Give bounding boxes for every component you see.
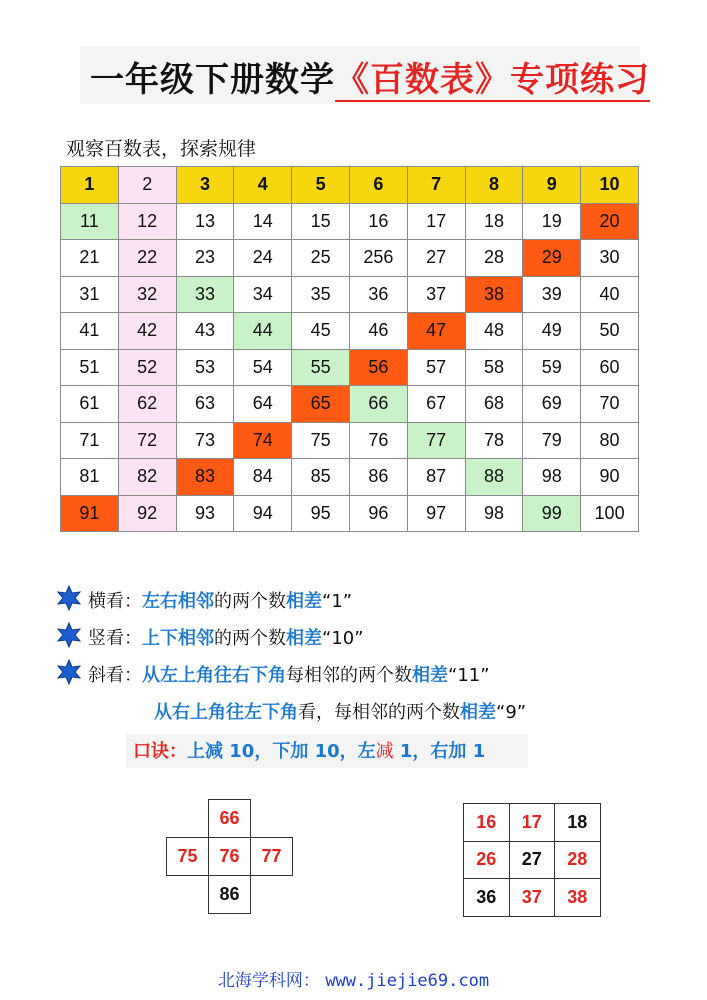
grid-cell: 47 <box>407 313 465 350</box>
grid-cell: 12 <box>118 203 176 240</box>
grid-cell: 38 <box>465 276 523 313</box>
grid-cell: 44 <box>234 313 292 350</box>
rule-highlight: 相差 <box>412 665 448 686</box>
square-cell: 38 <box>555 879 601 917</box>
mnemonic-text: 减 <box>375 741 394 762</box>
grid-cell: 6 <box>349 167 407 204</box>
rule-label: 竖看： <box>88 628 142 649</box>
rule-horizontal <box>88 587 352 613</box>
grid-cell: 58 <box>465 349 523 386</box>
rule-highlight: 相差 <box>286 628 322 649</box>
grid-cell: 87 <box>407 459 465 496</box>
grid-cell: 60 <box>581 349 639 386</box>
grid-cell: 95 <box>292 495 350 532</box>
grid-cell: 98 <box>523 459 581 496</box>
grid-cell: 25 <box>292 240 350 277</box>
hundred-chart <box>60 166 639 532</box>
grid-cell: 76 <box>349 422 407 459</box>
grid-cell: 7 <box>407 167 465 204</box>
title-main: 一年级下册数学 <box>90 60 335 100</box>
grid-cell: 11 <box>61 203 119 240</box>
grid-row <box>61 276 639 313</box>
grid-cell: 99 <box>523 495 581 532</box>
intro-text: 观察百数表，探索规律 <box>66 138 257 160</box>
grid-cell: 8 <box>465 167 523 204</box>
rule-highlight: 相差 <box>286 591 322 612</box>
grid-cell: 81 <box>61 459 119 496</box>
square-cell: 37 <box>509 879 555 917</box>
grid-cell: 1 <box>61 167 119 204</box>
grid-cell: 66 <box>349 386 407 423</box>
grid-cell: 27 <box>407 240 465 277</box>
grid-cell: 2 <box>118 167 176 204</box>
grid-cell: 40 <box>581 276 639 313</box>
grid-cell: 19 <box>523 203 581 240</box>
rule-highlight: 从左上角往右下角 <box>142 665 286 686</box>
footer-url[interactable]: www.jiejie69.com <box>325 971 490 991</box>
grid-cell: 24 <box>234 240 292 277</box>
grid-cell: 71 <box>61 422 119 459</box>
grid-cell: 61 <box>61 386 119 423</box>
grid-cell: 42 <box>118 313 176 350</box>
grid-cell: 53 <box>176 349 234 386</box>
grid-cell: 52 <box>118 349 176 386</box>
rule-diagonal-2 <box>154 698 526 724</box>
footer-site: 北海学科网： <box>217 971 320 991</box>
grid-cell: 16 <box>349 203 407 240</box>
grid-cell: 98 <box>465 495 523 532</box>
grid-cell: 10 <box>581 167 639 204</box>
grid-cell: 91 <box>61 495 119 532</box>
grid-row <box>61 349 639 386</box>
grid-cell: 56 <box>349 349 407 386</box>
rule-value: “10” <box>322 628 364 649</box>
grid-cell: 18 <box>465 203 523 240</box>
grid-cell: 33 <box>176 276 234 313</box>
star-icon <box>56 622 82 648</box>
grid-cell: 97 <box>407 495 465 532</box>
grid-cell: 70 <box>581 386 639 423</box>
square-puzzle <box>463 803 601 917</box>
grid-row <box>61 422 639 459</box>
rule-vertical <box>88 624 364 650</box>
grid-cell: 100 <box>581 495 639 532</box>
mnemonic-text: 1，右加 1 <box>393 741 486 762</box>
square-cell: 28 <box>555 841 601 879</box>
grid-cell: 29 <box>523 240 581 277</box>
grid-cell: 73 <box>176 422 234 459</box>
grid-cell: 32 <box>118 276 176 313</box>
grid-cell: 79 <box>523 422 581 459</box>
grid-cell: 88 <box>465 459 523 496</box>
grid-cell: 65 <box>292 386 350 423</box>
square-cell: 27 <box>509 841 555 879</box>
grid-cell: 30 <box>581 240 639 277</box>
grid-cell: 17 <box>407 203 465 240</box>
rule-label: 横看： <box>88 591 142 612</box>
grid-cell: 78 <box>465 422 523 459</box>
star-icon <box>56 659 82 685</box>
grid-cell: 14 <box>234 203 292 240</box>
grid-cell: 37 <box>407 276 465 313</box>
grid-cell: 39 <box>523 276 581 313</box>
grid-row <box>61 167 639 204</box>
grid-cell: 93 <box>176 495 234 532</box>
grid-cell: 77 <box>407 422 465 459</box>
grid-cell: 48 <box>465 313 523 350</box>
grid-cell: 3 <box>176 167 234 204</box>
cross-cell-bottom: 86 <box>209 876 251 914</box>
rule-value: “11” <box>448 665 490 686</box>
grid-cell: 74 <box>234 422 292 459</box>
rule-value: “9” <box>496 702 527 723</box>
grid-cell: 86 <box>349 459 407 496</box>
grid-cell: 35 <box>292 276 350 313</box>
rule-text: 的两个数 <box>214 628 286 649</box>
grid-cell: 57 <box>407 349 465 386</box>
rule-highlight: 左右相邻 <box>142 591 214 612</box>
grid-cell: 5 <box>292 167 350 204</box>
grid-cell: 92 <box>118 495 176 532</box>
grid-cell: 69 <box>523 386 581 423</box>
grid-cell: 54 <box>234 349 292 386</box>
grid-row <box>61 203 639 240</box>
grid-row <box>61 459 639 496</box>
square-cell: 26 <box>464 841 510 879</box>
grid-cell: 85 <box>292 459 350 496</box>
grid-cell: 68 <box>465 386 523 423</box>
grid-cell: 51 <box>61 349 119 386</box>
grid-cell: 34 <box>234 276 292 313</box>
rule-label: 斜看： <box>88 665 142 686</box>
grid-cell: 46 <box>349 313 407 350</box>
grid-cell: 90 <box>581 459 639 496</box>
grid-cell: 50 <box>581 313 639 350</box>
cross-puzzle <box>166 799 293 914</box>
rule-text: 看，每相邻的两个数 <box>298 702 460 723</box>
page-title <box>90 52 650 101</box>
grid-cell: 22 <box>118 240 176 277</box>
cross-cell-center: 76 <box>209 838 251 876</box>
cross-cell-right: 77 <box>251 838 293 876</box>
title-highlight: 《百数表》专项练习 <box>335 60 650 100</box>
square-row <box>464 804 601 842</box>
grid-cell: 49 <box>523 313 581 350</box>
grid-cell: 84 <box>234 459 292 496</box>
grid-cell: 15 <box>292 203 350 240</box>
mnemonic <box>133 737 485 763</box>
grid-cell: 80 <box>581 422 639 459</box>
grid-row <box>61 313 639 350</box>
grid-row <box>61 386 639 423</box>
rule-highlight: 上下相邻 <box>142 628 214 649</box>
square-cell: 16 <box>464 804 510 842</box>
rule-diagonal-1 <box>88 661 490 687</box>
grid-cell: 67 <box>407 386 465 423</box>
grid-cell: 4 <box>234 167 292 204</box>
square-row <box>464 841 601 879</box>
square-row <box>464 879 601 917</box>
grid-row <box>61 240 639 277</box>
rule-value: “1” <box>322 591 353 612</box>
grid-cell: 55 <box>292 349 350 386</box>
grid-cell: 62 <box>118 386 176 423</box>
footer <box>0 966 707 991</box>
grid-cell: 9 <box>523 167 581 204</box>
grid-cell: 43 <box>176 313 234 350</box>
square-cell: 18 <box>555 804 601 842</box>
cross-cell-top: 66 <box>209 800 251 838</box>
mnemonic-text: 上减 10，下加 10，左 <box>187 741 376 762</box>
grid-cell: 82 <box>118 459 176 496</box>
grid-cell: 45 <box>292 313 350 350</box>
grid-cell: 41 <box>61 313 119 350</box>
star-icon <box>56 585 82 611</box>
square-cell: 17 <box>509 804 555 842</box>
cross-cell-left: 75 <box>167 838 209 876</box>
grid-cell: 21 <box>61 240 119 277</box>
grid-cell: 63 <box>176 386 234 423</box>
grid-cell: 36 <box>349 276 407 313</box>
rule-highlight: 相差 <box>460 702 496 723</box>
grid-cell: 64 <box>234 386 292 423</box>
grid-cell: 20 <box>581 203 639 240</box>
grid-cell: 256 <box>349 240 407 277</box>
grid-row <box>61 495 639 532</box>
mnemonic-label: 口诀： <box>133 741 187 762</box>
grid-cell: 28 <box>465 240 523 277</box>
rule-highlight: 从右上角往左下角 <box>154 702 298 723</box>
grid-cell: 72 <box>118 422 176 459</box>
grid-cell: 23 <box>176 240 234 277</box>
grid-cell: 94 <box>234 495 292 532</box>
square-cell: 36 <box>464 879 510 917</box>
grid-cell: 13 <box>176 203 234 240</box>
grid-cell: 96 <box>349 495 407 532</box>
rule-text: 每相邻的两个数 <box>286 665 412 686</box>
grid-cell: 59 <box>523 349 581 386</box>
grid-cell: 31 <box>61 276 119 313</box>
grid-cell: 75 <box>292 422 350 459</box>
grid-cell: 83 <box>176 459 234 496</box>
rule-text: 的两个数 <box>214 591 286 612</box>
